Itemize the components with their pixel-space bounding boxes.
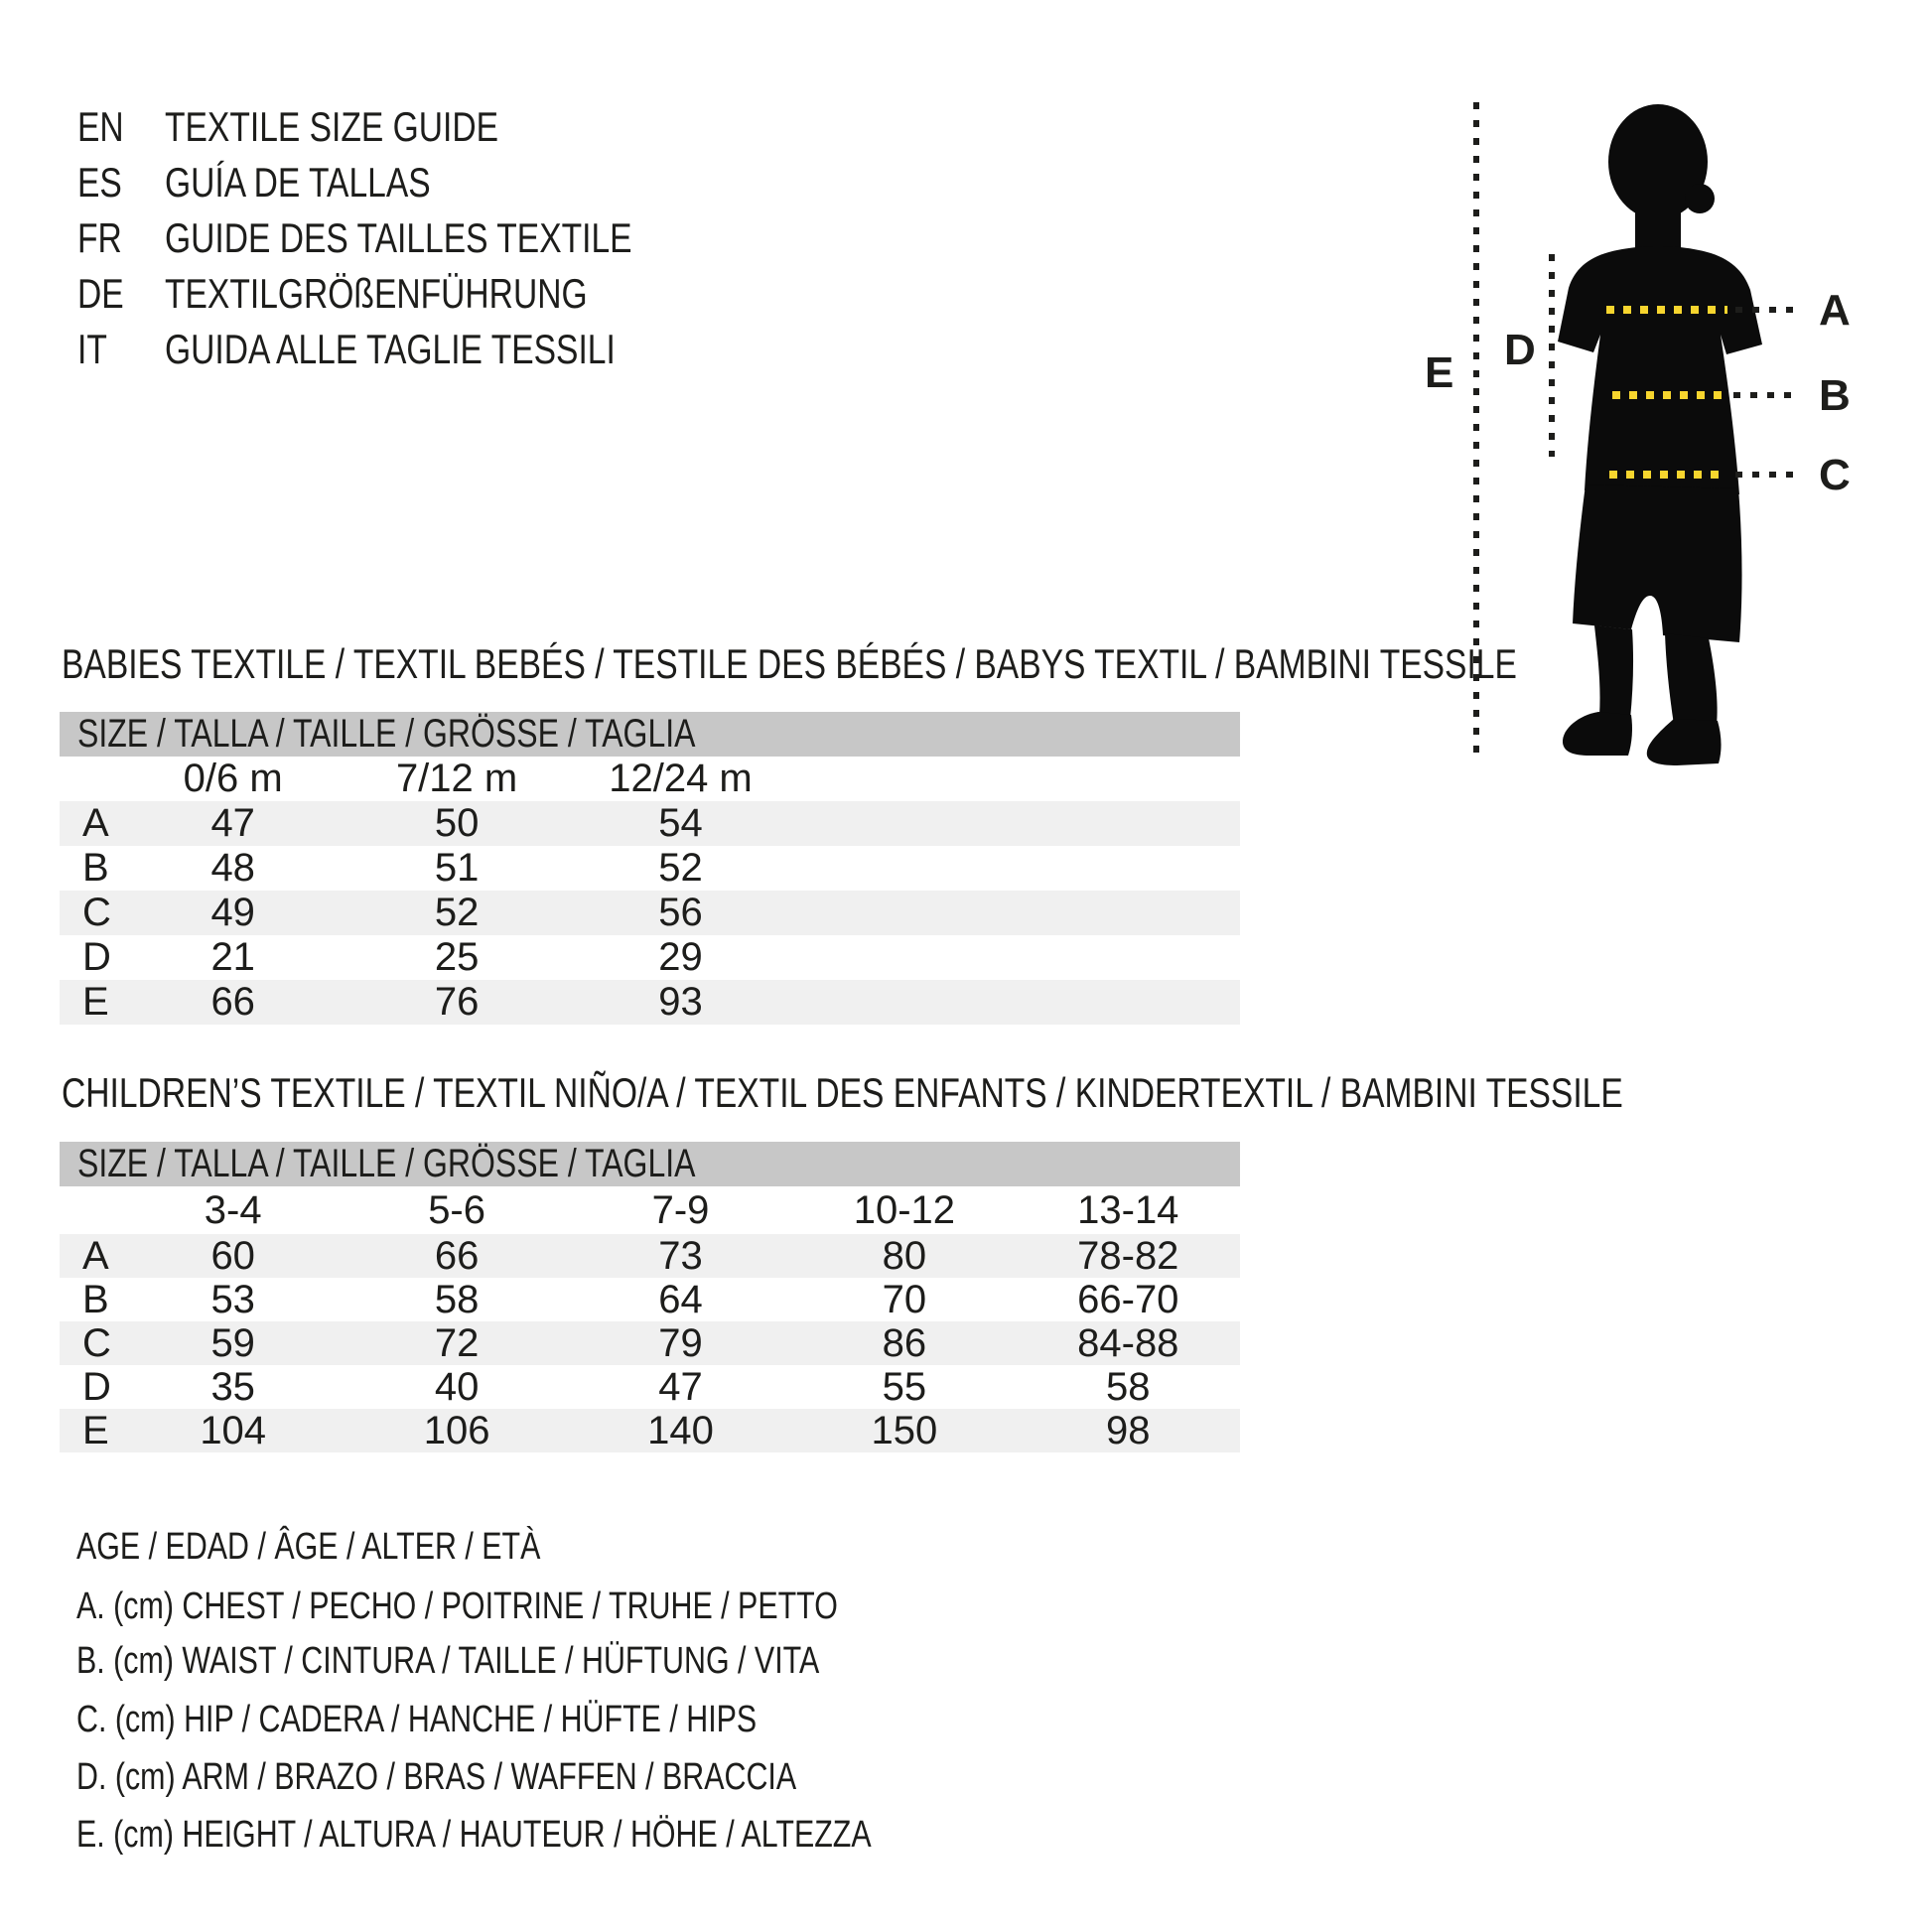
babies-size-header-bar: SIZE / TALLA / TAILLE / GRÖSSE / TAGLIA — [60, 712, 1240, 757]
figure-label-a: A — [1819, 286, 1851, 335]
column-header: 10-12 — [853, 1187, 956, 1232]
legend-chest-a: A. (cm) CHEST / PECHO / POITRINE / TRUHE / PETTO — [76, 1586, 838, 1627]
row-label: D — [82, 935, 111, 979]
column-header: 7/12 m — [395, 757, 518, 800]
table-row — [60, 980, 1240, 1025]
table-row — [60, 1234, 1240, 1278]
table-cell: 47 — [210, 801, 255, 845]
table-cell: 72 — [434, 1321, 480, 1365]
language-code: ES — [77, 159, 122, 206]
table-cell: 50 — [434, 801, 480, 845]
table-cell: 59 — [210, 1321, 255, 1365]
children-size-table — [60, 1142, 1240, 1452]
language-row-es — [77, 155, 749, 210]
language-title: TEXTILGRÖßENFÜHRUNG — [165, 270, 588, 317]
table-cell: 76 — [434, 980, 480, 1024]
table-cell: 29 — [658, 935, 703, 979]
table-cell: 21 — [210, 935, 255, 979]
table-cell: 66 — [210, 980, 255, 1024]
table-cell: 73 — [658, 1234, 703, 1278]
figure-label-c: C — [1819, 451, 1851, 499]
babies-size-table — [60, 712, 1240, 1025]
row-label: C — [82, 1321, 111, 1365]
row-label: A — [82, 801, 109, 845]
table-cell: 51 — [434, 846, 480, 890]
column-header: 12/24 m — [609, 757, 753, 800]
table-cell: 55 — [882, 1365, 927, 1409]
babies-column-header-row — [60, 757, 1240, 801]
language-title: TEXTILE SIZE GUIDE — [165, 103, 499, 150]
language-title: GUÍA DE TALLAS — [165, 159, 431, 206]
table-cell: 56 — [658, 891, 703, 934]
table-cell: 58 — [1106, 1365, 1151, 1409]
table-cell: 35 — [210, 1365, 255, 1409]
column-header: 5-6 — [428, 1187, 485, 1232]
table-cell: 93 — [658, 980, 703, 1024]
table-cell: 70 — [882, 1278, 927, 1321]
table-row — [60, 1365, 1240, 1409]
table-cell: 80 — [882, 1234, 927, 1278]
language-row-it — [77, 322, 749, 377]
language-code: FR — [77, 214, 122, 261]
table-cell: 52 — [434, 891, 480, 934]
table-cell: 106 — [423, 1409, 490, 1452]
language-title: GUIDA ALLE TAGLIE TESSILI — [165, 326, 616, 372]
table-row — [60, 801, 1240, 846]
legend-waist-b: B. (cm) WAIST / CINTURA / TAILLE / HÜFTUNG / VITA — [76, 1640, 820, 1682]
language-title-list — [77, 99, 749, 377]
legend-arm-d: D. (cm) ARM / BRAZO / BRAS / WAFFEN / BRACCIA — [76, 1756, 797, 1798]
table-cell: 40 — [434, 1365, 480, 1409]
table-row — [60, 1409, 1240, 1452]
figure-label-d: D — [1504, 326, 1536, 374]
language-title: GUIDE DES TAILLES TEXTILE — [165, 214, 632, 261]
children-size-header-bar: SIZE / TALLA / TAILLE / GRÖSSE / TAGLIA — [60, 1142, 1240, 1186]
row-label: B — [82, 846, 109, 890]
table-cell: 66 — [434, 1234, 480, 1278]
table-cell: 78-82 — [1077, 1234, 1179, 1278]
table-cell: 86 — [882, 1321, 927, 1365]
column-header: 13-14 — [1077, 1187, 1179, 1232]
table-row — [60, 891, 1240, 935]
column-header: 7-9 — [651, 1187, 710, 1232]
table-cell: 84-88 — [1077, 1321, 1179, 1365]
table-cell: 98 — [1106, 1409, 1151, 1452]
legend-hip-c: C. (cm) HIP / CADERA / HANCHE / HÜFTE / HIPS — [76, 1699, 758, 1740]
table-cell: 47 — [658, 1365, 703, 1409]
language-row-fr — [77, 210, 749, 266]
row-label: A — [82, 1234, 109, 1278]
table-cell: 60 — [210, 1234, 255, 1278]
table-cell: 48 — [210, 846, 255, 890]
table-cell: 104 — [200, 1409, 267, 1452]
table-cell: 49 — [210, 891, 255, 934]
table-cell: 52 — [658, 846, 703, 890]
table-cell: 150 — [871, 1409, 938, 1452]
table-cell: 53 — [210, 1278, 255, 1321]
legend-height-e: E. (cm) HEIGHT / ALTURA / HAUTEUR / HÖHE / ALTEZZA — [76, 1814, 872, 1856]
figure-label-e: E — [1425, 348, 1454, 397]
row-label: B — [82, 1278, 109, 1321]
language-code: DE — [77, 270, 124, 317]
table-cell: 79 — [658, 1321, 703, 1365]
language-code: IT — [77, 326, 107, 372]
babies-section-title: BABIES TEXTILE / TEXTIL BEBÉS / TESTILE DES BÉBÉS / BABYS TEXTIL / BAMBINI TESSILE — [62, 640, 1517, 687]
table-row — [60, 1321, 1240, 1365]
children-section-title: CHILDREN’S TEXTILE / TEXTIL NIÑO/A / TEXTIL DES ENFANTS / KINDERTEXTIL / BAMBINI TESSILE — [62, 1069, 1623, 1116]
children-column-header-row — [60, 1186, 1240, 1234]
row-label: D — [82, 1365, 111, 1409]
table-row — [60, 1278, 1240, 1321]
table-cell: 54 — [658, 801, 703, 845]
table-cell: 25 — [434, 935, 480, 979]
table-cell: 58 — [434, 1278, 480, 1321]
row-label: C — [82, 891, 111, 934]
legend-age: AGE / EDAD / ÂGE / ALTER / ETÀ — [76, 1526, 541, 1568]
column-header: 3-4 — [204, 1187, 262, 1232]
figure-label-b: B — [1819, 371, 1851, 420]
table-row — [60, 935, 1240, 980]
language-code: EN — [77, 103, 124, 150]
language-row-en — [77, 99, 749, 155]
table-row — [60, 846, 1240, 891]
table-cell: 66-70 — [1077, 1278, 1179, 1321]
row-label: E — [82, 1409, 109, 1452]
language-row-de — [77, 266, 749, 322]
row-label: E — [82, 980, 109, 1024]
column-header: 0/6 m — [183, 757, 283, 800]
table-cell: 64 — [658, 1278, 703, 1321]
table-cell: 140 — [647, 1409, 714, 1452]
